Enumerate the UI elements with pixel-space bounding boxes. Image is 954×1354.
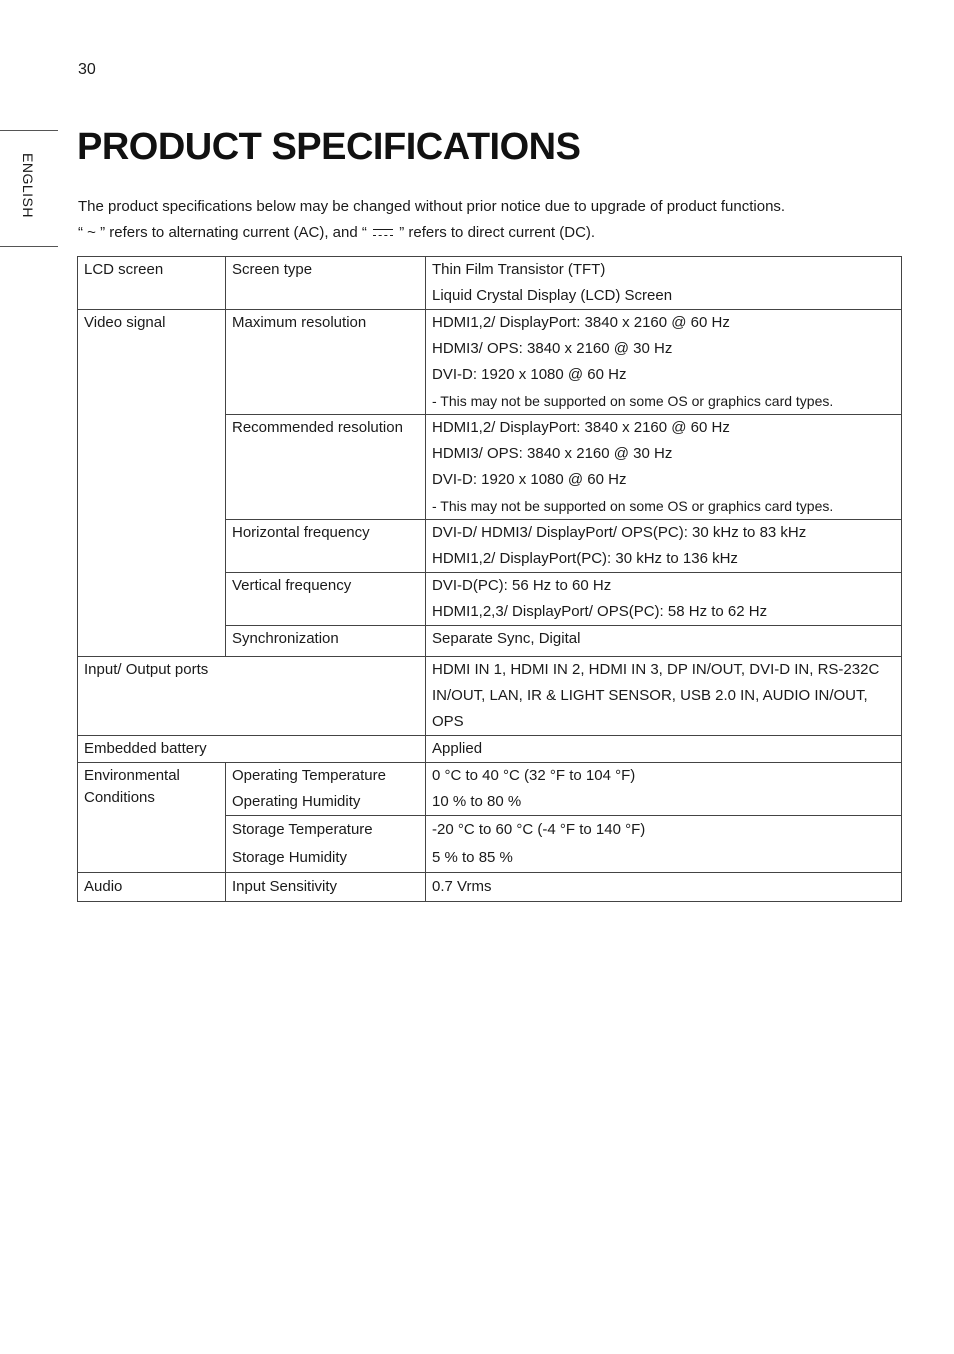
table-row <box>78 873 902 902</box>
label-synchronization: Synchronization <box>226 626 426 657</box>
label-horizontal-frequency: Horizontal frequency <box>226 520 426 573</box>
value-embedded-battery: Applied <box>426 736 902 763</box>
category-audio: Audio <box>78 873 226 902</box>
label-vertical-frequency: Vertical frequency <box>226 573 426 626</box>
intro-text <box>78 194 785 246</box>
table-row <box>78 657 902 736</box>
table-row <box>78 310 902 415</box>
label-embedded-battery: Embedded battery <box>78 736 426 763</box>
page-number: 30 <box>78 61 96 78</box>
direct-current-icon <box>373 229 393 238</box>
ac-legend-text: “ ~ ” refers to alternating current (AC), and “ <box>78 224 367 241</box>
language-side-tab: ENGLISH <box>20 153 36 218</box>
value-maximum-resolution: HDMI1,2/ DisplayPort: 3840 x 2160 @ 60 Hz HDMI3/ OPS: 3840 x 2160 @ 30 Hz DVI-D: 1920 x 1080 @ 60 Hz - This may not be supported on some OS or graphics card types. <box>426 310 902 415</box>
value-io-ports: HDMI IN 1, HDMI IN 2, HDMI IN 3, DP IN/OUT, DVI-D IN, RS-232C IN/OUT, LAN, IR & LIGHT SENSOR, USB 2.0 IN, AUDIO IN/OUT, OPS <box>426 657 902 736</box>
category-environmental-conditions: Environmental Conditions <box>78 763 226 873</box>
dc-legend-text: ” refers to direct current (DC). <box>399 224 596 241</box>
category-video-signal: Video signal <box>78 310 226 657</box>
intro-current-legend <box>78 220 785 246</box>
value-operating-conditions: 0 °C to 40 °C (32 °F to 104 °F) 10 % to 80 % <box>426 763 902 816</box>
intro-notice: The product specifications below may be changed without prior notice due to upgrade of product functions. <box>78 198 786 215</box>
label-maximum-resolution: Maximum resolution <box>226 310 426 415</box>
side-tab-top-rule <box>0 130 58 131</box>
value-storage-conditions: -20 °C to 60 °C (-4 °F to 140 °F) 5 % to 85 % <box>426 816 902 873</box>
value-vertical-frequency: DVI-D(PC): 56 Hz to 60 Hz HDMI1,2,3/ DisplayPort/ OPS(PC): 58 Hz to 62 Hz <box>426 573 902 626</box>
value-input-sensitivity: 0.7 Vrms <box>426 873 902 902</box>
label-storage-conditions: Storage Temperature Storage Humidity <box>226 816 426 873</box>
table-row <box>78 763 902 816</box>
page-title: PRODUCT SPECIFICATIONS <box>77 126 581 168</box>
table-row <box>78 257 902 310</box>
label-operating-conditions: Operating Temperature Operating Humidity <box>226 763 426 816</box>
side-tab-bottom-rule <box>0 246 58 247</box>
category-lcd-screen: LCD screen <box>78 257 226 310</box>
label-screen-type: Screen type <box>226 257 426 310</box>
table-row <box>78 736 902 763</box>
value-horizontal-frequency: DVI-D/ HDMI3/ DisplayPort/ OPS(PC): 30 kHz to 83 kHz HDMI1,2/ DisplayPort(PC): 30 kHz to 136 kHz <box>426 520 902 573</box>
label-io-ports: Input/ Output ports <box>78 657 426 736</box>
spec-table <box>77 256 902 902</box>
label-input-sensitivity: Input Sensitivity <box>226 873 426 902</box>
value-synchronization: Separate Sync, Digital <box>426 626 902 657</box>
value-recommended-resolution: HDMI1,2/ DisplayPort: 3840 x 2160 @ 60 Hz HDMI3/ OPS: 3840 x 2160 @ 30 Hz DVI-D: 1920 x 1080 @ 60 Hz - This may not be supported on some OS or graphics card types. <box>426 415 902 520</box>
label-recommended-resolution: Recommended resolution <box>226 415 426 520</box>
value-screen-type: Thin Film Transistor (TFT) Liquid Crystal Display (LCD) Screen <box>426 257 902 310</box>
